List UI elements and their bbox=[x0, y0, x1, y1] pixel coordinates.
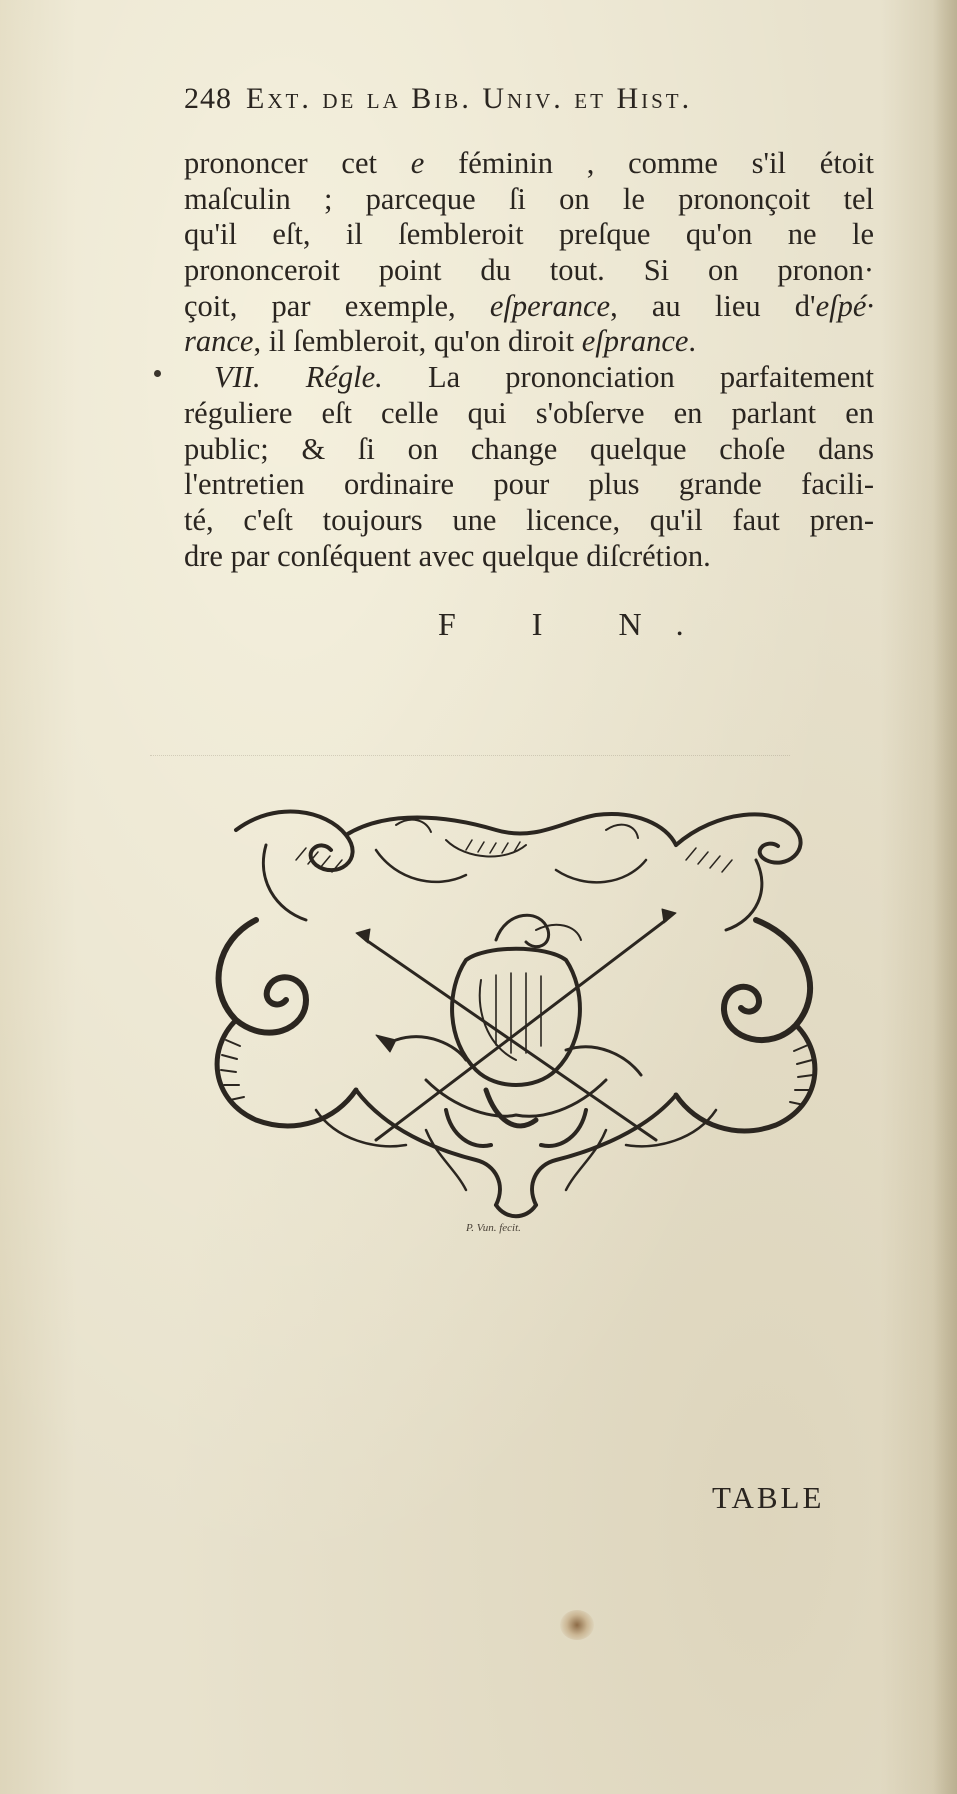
rococo-cartouche-with-trophy-icon bbox=[196, 790, 836, 1230]
margin-mark bbox=[154, 370, 161, 377]
catchword: TABLE bbox=[712, 1480, 825, 1515]
running-head-title: Ext. de la Bib. Univ. et Hist. bbox=[246, 82, 693, 115]
running-head bbox=[184, 82, 844, 116]
page-number: 248 bbox=[184, 82, 232, 115]
binding-gutter bbox=[933, 0, 957, 1794]
text-line: l'entretien ordinaire pour plus grande facili- bbox=[184, 467, 874, 502]
text-line: dre par conſéquent avec quelque diſcrétion. bbox=[184, 538, 711, 573]
fin-heading: F I N. bbox=[438, 606, 718, 642]
text-line: qu'il eſt, il ſembleroit preſque qu'on ne le bbox=[184, 217, 874, 252]
paper-crease bbox=[150, 755, 790, 757]
text-line: réguliere eſt celle qui s'obſerve en parlant en bbox=[184, 395, 874, 430]
text-line: maſculin ; parceque ſi on le prononçoit tel bbox=[184, 181, 874, 216]
engraver-signature: P. Vun. fecit. bbox=[466, 1222, 521, 1234]
text-line: VII. Régle. La prononciation parfaitement bbox=[214, 360, 874, 395]
body-text bbox=[184, 146, 874, 574]
text-line: rance, il ſembleroit, qu'on diroit eſprance. bbox=[184, 324, 697, 359]
text-line: prononcer cet e féminin , comme s'il étoit bbox=[184, 146, 874, 180]
paper-stain bbox=[560, 1610, 594, 1640]
text-line: prononceroit point du tout. Si on pronon· bbox=[184, 253, 874, 288]
text-line: çoit, par exemple, eſperance, au lieu d'eſpé· bbox=[184, 288, 874, 323]
text-line: té, c'eſt toujours une licence, qu'il faut pren- bbox=[184, 502, 874, 537]
text-line: public; & ſi on change quelque choſe dans bbox=[184, 431, 874, 466]
